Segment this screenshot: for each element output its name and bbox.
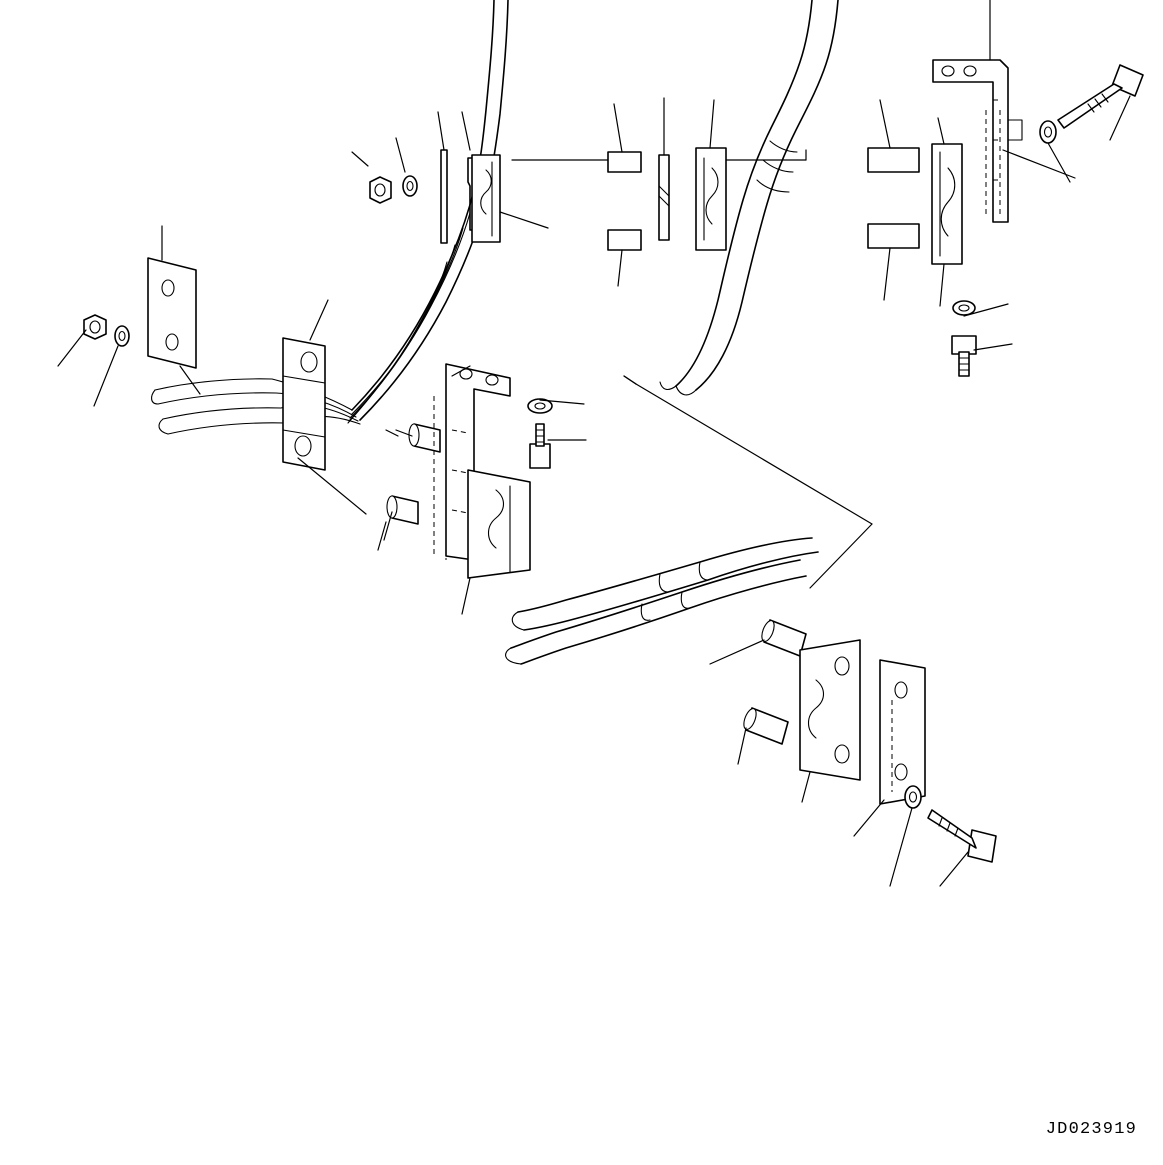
pin-rod — [659, 155, 669, 240]
spacer-sleeve-upper — [409, 424, 440, 452]
shim-plate-top-left — [441, 150, 447, 243]
section-boundary — [624, 376, 872, 588]
clamp-saddle-center-top — [696, 148, 726, 250]
washer-top-left — [403, 176, 417, 196]
hose-upper-right — [660, 0, 838, 395]
rubber-pad-upper — [608, 152, 641, 172]
spacer-sleeve-lower — [387, 496, 418, 524]
hex-bolt-long-lower — [928, 810, 996, 862]
clamp-saddle-center — [468, 470, 530, 578]
rubber-pad-right-upper — [868, 148, 919, 172]
flat-washer-left — [115, 326, 129, 346]
rubber-pad-right-lower — [868, 224, 919, 248]
spacer-sleeve-lower-right-a — [759, 619, 806, 656]
clamp-saddle-right-top — [932, 144, 962, 264]
washer-vertical — [953, 301, 975, 315]
figure-code: JD023919 — [1045, 1120, 1137, 1139]
clamp-saddle-top-left — [472, 155, 500, 242]
hex-bolt-center — [530, 424, 550, 468]
hex-bolt-vertical — [952, 336, 976, 376]
rubber-pad-lower — [608, 230, 641, 250]
washer-right — [1040, 121, 1056, 143]
side-plate-left — [148, 258, 196, 368]
washer-lower — [905, 786, 921, 808]
leader-lines — [58, 0, 1130, 886]
clamp-saddle-lower — [800, 640, 860, 780]
spring-clamp-block — [283, 338, 325, 470]
side-plate-lower-right — [880, 660, 925, 804]
hex-nut-top-left — [370, 177, 391, 203]
spacer-sleeve-lower-right-b — [741, 707, 788, 744]
hex-nut-left — [84, 315, 106, 339]
